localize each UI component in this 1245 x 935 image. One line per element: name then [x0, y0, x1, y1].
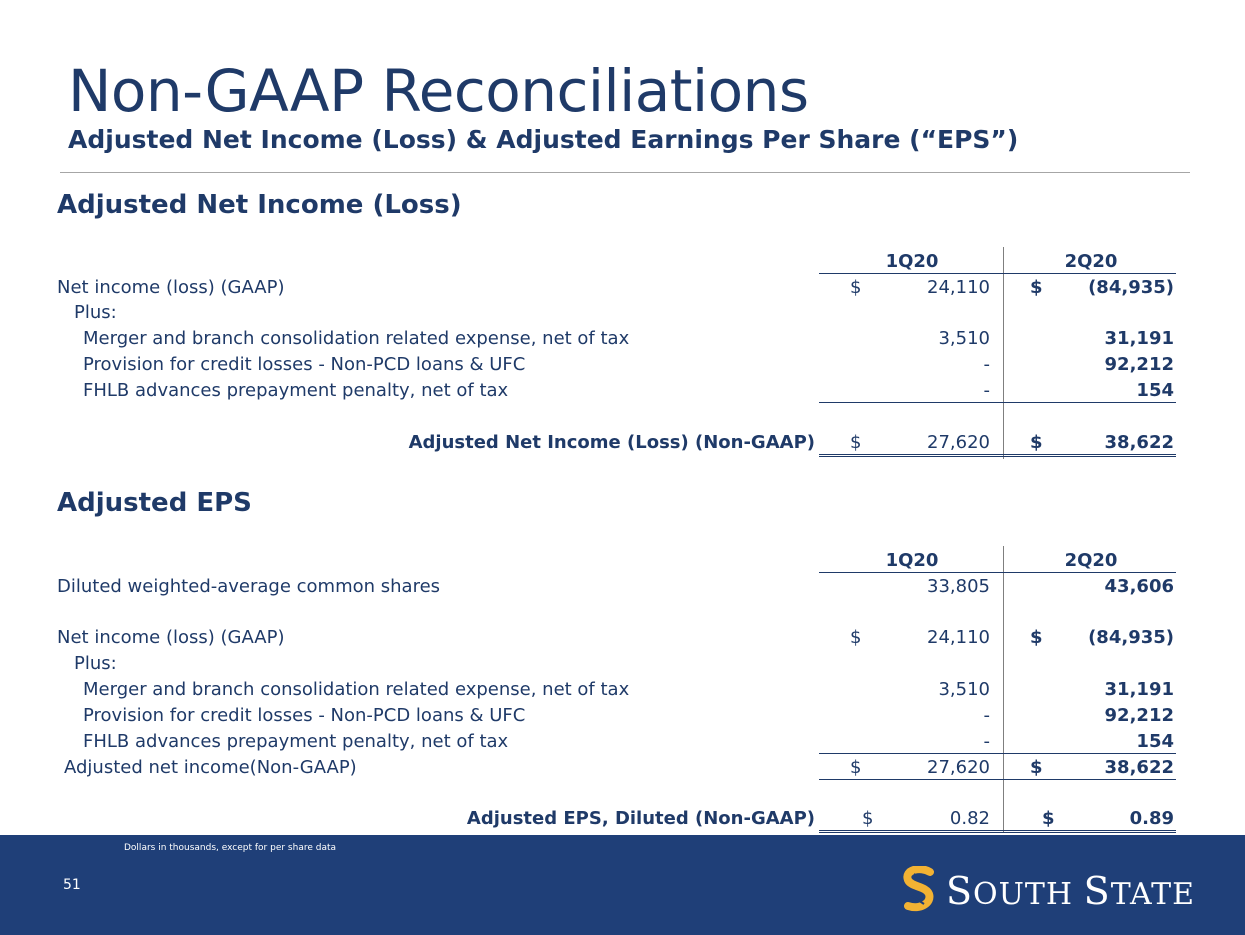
value-1q20: - [983, 705, 990, 726]
total-value-2q20: 38,622 [1104, 432, 1174, 453]
currency-symbol: $ [850, 757, 862, 778]
section-heading-adjusted-net-income: Adjusted Net Income (Loss) [57, 190, 462, 220]
south-state-logo-icon [900, 866, 938, 914]
currency-symbol: $ [1042, 808, 1055, 829]
value-2q20: 43,606 [1104, 576, 1174, 597]
footnote: Dollars in thousands, except for per share data [124, 843, 337, 853]
value-2q20: 92,212 [1104, 354, 1174, 375]
page-subtitle: Adjusted Net Income (Loss) & Adjusted Earnings Per Share (“EPS”) [68, 125, 1019, 154]
value-2q20: 31,191 [1104, 679, 1174, 700]
currency-symbol: $ [850, 627, 862, 648]
value-1q20: 24,110 [927, 277, 990, 298]
value-1q20: 27,620 [927, 757, 990, 778]
value-2q20: 92,212 [1104, 705, 1174, 726]
currency-symbol: $ [1030, 277, 1043, 298]
row-label: Adjusted net income(Non-GAAP) [64, 757, 357, 778]
currency-symbol: $ [1030, 627, 1043, 648]
column-header-1q20: 1Q20 [885, 550, 939, 571]
total-value-2q20: 0.89 [1129, 808, 1174, 829]
row-label: Provision for credit losses - Non-PCD loans & UFC [83, 354, 526, 375]
column-header-1q20: 1Q20 [885, 251, 939, 272]
total-double-underline [819, 454, 1176, 457]
value-1q20: - [983, 731, 990, 752]
value-2q20: 38,622 [1104, 757, 1174, 778]
column-divider [1003, 247, 1004, 459]
currency-symbol: $ [850, 277, 862, 298]
column-divider [1003, 546, 1004, 833]
section-heading-adjusted-eps: Adjusted EPS [57, 488, 252, 518]
value-1q20: - [983, 380, 990, 401]
row-label: Merger and branch consolidation related expense, net of tax [83, 328, 630, 349]
row-label: Provision for credit losses - Non-PCD loans & UFC [83, 705, 526, 726]
currency-symbol: $ [1030, 432, 1043, 453]
currency-symbol: $ [862, 808, 874, 829]
subtotal-line [819, 753, 1176, 754]
currency-symbol: $ [1030, 757, 1043, 778]
value-2q20: (84,935) [1088, 277, 1174, 298]
row-label: FHLB advances prepayment penalty, net of tax [83, 731, 509, 752]
page-number: 51 [63, 877, 81, 893]
row-label: Net income (loss) (GAAP) [57, 277, 285, 298]
south-state-logo-text: SOUTH STATE [946, 869, 1195, 913]
value-1q20: 3,510 [938, 328, 990, 349]
total-value-1q20: 0.82 [949, 808, 990, 829]
row-label: Diluted weighted-average common shares [57, 576, 441, 597]
row-label: FHLB advances prepayment penalty, net of tax [83, 380, 509, 401]
value-1q20: 24,110 [927, 627, 990, 648]
total-label: Adjusted Net Income (Loss) (Non-GAAP) [408, 432, 815, 453]
value-2q20: 154 [1136, 380, 1174, 401]
header-underline [819, 273, 1176, 274]
subtotal-line [819, 779, 1176, 780]
row-label: Merger and branch consolidation related expense, net of tax [83, 679, 630, 700]
total-double-underline [819, 830, 1176, 833]
value-2q20: (84,935) [1088, 627, 1174, 648]
value-1q20: - [983, 354, 990, 375]
currency-symbol: $ [850, 432, 862, 453]
value-1q20: 33,805 [927, 576, 990, 597]
title-divider [60, 172, 1190, 173]
value-1q20: 3,510 [938, 679, 990, 700]
row-label: Plus: [74, 653, 117, 674]
subtotal-line [819, 402, 1176, 403]
total-label: Adjusted EPS, Diluted (Non-GAAP) [466, 808, 815, 829]
column-header-2q20: 2Q20 [1064, 550, 1118, 571]
value-2q20: 31,191 [1104, 328, 1174, 349]
page-title: Non-GAAP Reconciliations [68, 57, 809, 125]
column-header-2q20: 2Q20 [1064, 251, 1118, 272]
total-value-1q20: 27,620 [927, 432, 990, 453]
header-underline [819, 572, 1176, 573]
row-label: Plus: [74, 302, 117, 323]
value-2q20: 154 [1136, 731, 1174, 752]
row-label: Net income (loss) (GAAP) [57, 627, 285, 648]
